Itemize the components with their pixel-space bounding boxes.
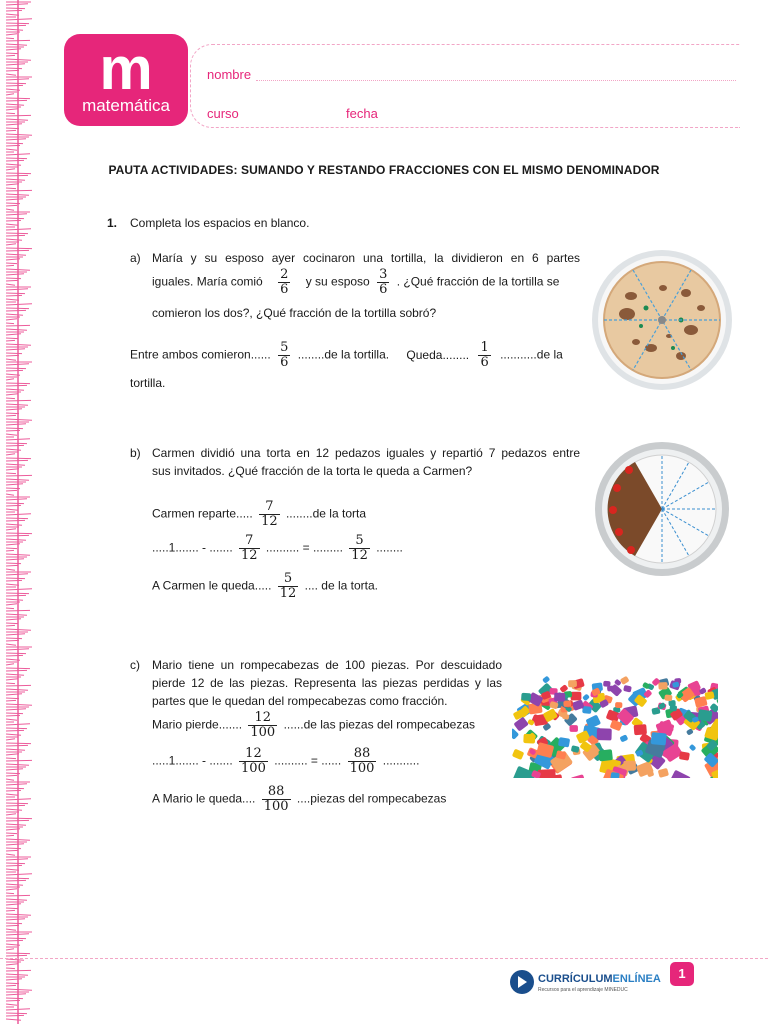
fraction: $\frac{5}{6}$ bbox=[280, 340, 289, 370]
item-b-row3: A Carmen le queda..... $\frac{5}{12}$ .... de la torta. bbox=[152, 571, 379, 601]
fraction: $\frac{88}{100}$ bbox=[349, 746, 375, 776]
item-a-answer: Entre ambos comieron...... $\frac{5}{6}$ ........de la tortilla. Queda........ $\frac{1}{6}$ ...........de la bbox=[130, 340, 563, 370]
item-b-line1: Carmen dividió una torta en 12 pedazos iguales y repartió 7 pedazos entre bbox=[152, 446, 580, 460]
fraction: $\frac{1}{6}$ bbox=[480, 340, 489, 370]
cake-illustration bbox=[593, 440, 731, 578]
item-b-row2: .....1....... - ....... $\frac{7}{12}$ .......... = ......... $\frac{5}{12}$ ........ bbox=[152, 533, 403, 563]
item-c-row1: Mario pierde....... $\frac{12}{100}$ ......de las piezas del rompecabezas bbox=[152, 710, 475, 740]
item-a-text: y su esposo bbox=[305, 274, 370, 289]
page-title: PAUTA ACTIVIDADES: SUMANDO Y RESTANDO FRACCIONES CON EL MISMO DENOMINADOR bbox=[108, 163, 660, 177]
item-a-label: a) bbox=[130, 251, 141, 265]
date-label: fecha bbox=[346, 106, 378, 121]
fraction: $\frac{12}{100}$ bbox=[241, 746, 266, 776]
item-a-answer-end: tortilla. bbox=[130, 376, 166, 390]
item-a-line2 bbox=[152, 268, 582, 297]
fraction: $\frac{3}{6}$ bbox=[379, 267, 388, 297]
footer-divider bbox=[0, 958, 768, 959]
footer-brand: CURRÍCULUMENLÍNEA bbox=[538, 973, 661, 985]
fraction: $\frac{88}{100}$ bbox=[263, 784, 289, 814]
item-b-label: b) bbox=[130, 446, 141, 460]
fraction: $\frac{12}{100}$ bbox=[250, 710, 276, 740]
course-label: curso bbox=[207, 106, 239, 121]
item-c-line2: pierde 12 de las piezas. Representa las piezas perdidas y las bbox=[152, 676, 502, 690]
left-decorative-border bbox=[0, 0, 40, 1024]
fraction: $\frac{2}{6}$ bbox=[280, 267, 289, 297]
page-number: 1 bbox=[670, 962, 694, 986]
fraction: $\frac{7}{12}$ bbox=[261, 499, 278, 529]
student-info-box bbox=[190, 44, 740, 128]
item-c-row2: .....1....... - ....... $\frac{12}{100}$ .......... = ...... $\frac{88}{100}$ ........... bbox=[152, 746, 420, 776]
item-b-row1: Carmen reparte..... $\frac{7}{12}$ ........de la torta bbox=[152, 499, 366, 529]
footer-tagline: Recursos para el aprendizaje MINEDUC bbox=[538, 987, 628, 993]
name-line[interactable] bbox=[256, 80, 736, 81]
item-c-label: c) bbox=[130, 658, 140, 672]
item-b-line2: sus invitados. ¿Qué fracción de la torta le queda a Carmen? bbox=[152, 464, 473, 478]
item-c-line1: Mario tiene un rompecabezas de 100 piezas. Por descuidado bbox=[152, 658, 502, 672]
question-number: 1. bbox=[107, 216, 118, 230]
item-a-line1: María y su esposo ayer cocinaron una tortilla, la dividieron en 6 partes bbox=[152, 251, 580, 265]
tortilla-illustration bbox=[591, 248, 733, 393]
curriculum-logo-icon bbox=[510, 970, 534, 994]
logo-letter: m bbox=[99, 35, 153, 102]
item-c-row3: A Mario le queda.... $\frac{88}{100}$ ....piezas del rompecabezas bbox=[152, 784, 447, 814]
item-a-line3: comieron los dos?, ¿Qué fracción de la tortilla sobró? bbox=[152, 306, 437, 320]
grade-label: 4° básico bbox=[95, 110, 157, 127]
question-text: Completa los espacios en blanco. bbox=[130, 216, 310, 230]
item-a-text: . ¿Qué fracción de la tortilla se bbox=[396, 274, 560, 289]
item-a-text: iguales. María comió bbox=[152, 274, 263, 289]
fraction: $\frac{5}{12}$ bbox=[351, 533, 368, 563]
name-label: nombre bbox=[207, 67, 252, 82]
item-c-line3: partes que le quedan del rompecabezas como fracción. bbox=[152, 694, 448, 708]
puzzle-pieces-photo bbox=[512, 654, 718, 778]
fraction: $\frac{7}{12}$ bbox=[241, 533, 258, 563]
logo-word: matemática bbox=[82, 96, 170, 115]
fraction: $\frac{5}{12}$ bbox=[279, 571, 297, 601]
